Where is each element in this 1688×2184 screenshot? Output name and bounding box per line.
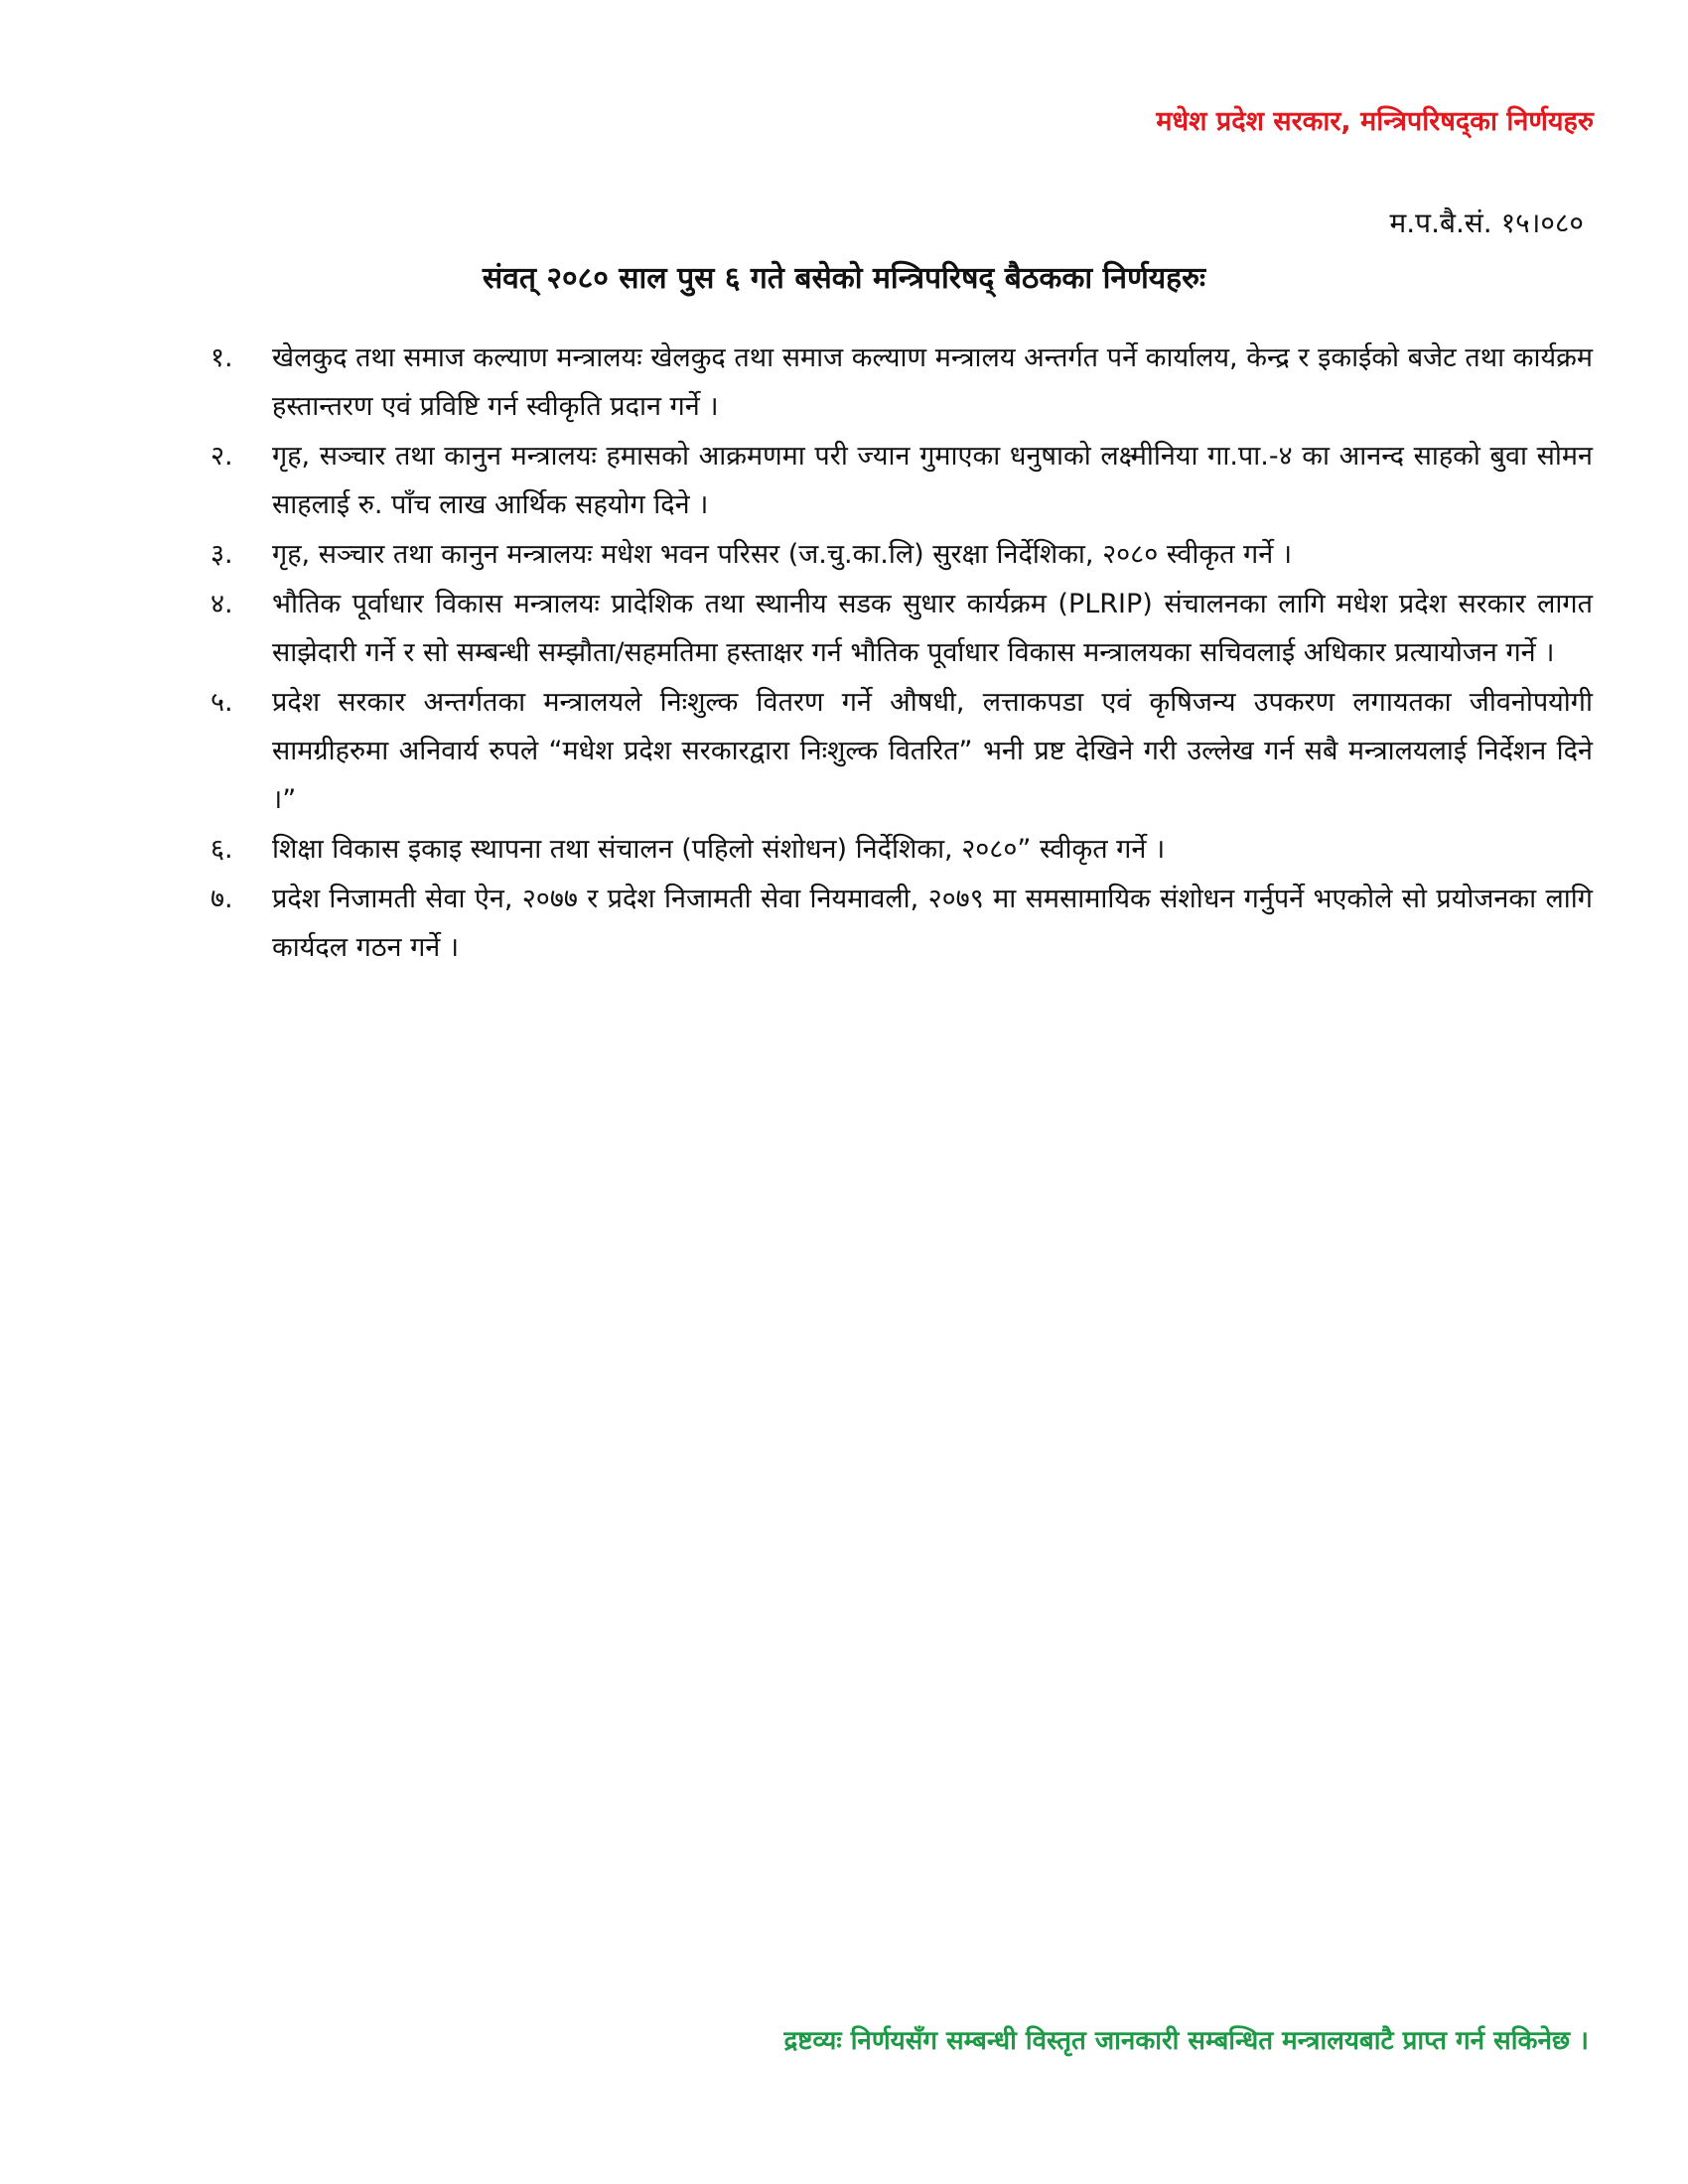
decision-number: २. [211,441,233,472]
decision-item [211,334,1593,431]
decision-number: ३. [211,539,233,570]
decision-item [211,678,1593,824]
decision-text: खेलकुद तथा समाज कल्याण मन्त्रालयः खेलकुद तथा समाज कल्याण मन्त्रालय अन्तर्गत पर्ने कार्यालय, केन्द्र र इकाईको बजेट तथा कार्यक्रम हस्तान्तरण एवं प्रविष्टि गर्न स्वीकृति प्रदान गर्ने । [272,342,1593,422]
decision-item [211,825,1593,874]
decision-number: ५. [211,687,233,718]
decision-number: ६. [211,834,233,865]
decision-number: ७. [211,884,233,914]
decision-text: भौतिक पूर्वाधार विकास मन्त्रालयः प्रादेशिक तथा स्थानीय सडक सुधार कार्यक्रम (PLRIP) संचालनका लागि मधेश प्रदेश सरकार लागत साझेदारी गर्ने र सो सम्बन्धी सम्झौता/सहमतिमा हस्ताक्षर गर्न भौतिक पूर्वाधार विकास मन्त्रालयका सचिवलाई अधिकार प्रत्यायोजन गर्ने । [272,589,1593,668]
decision-text: गृह, सञ्चार तथा कानुन मन्त्रालयः हमासको आक्रमणमा परी ज्यान गुमाएका धनुषाको लक्ष्मीनिया गा.पा.-४ का आनन्द साहको बुवा सोमन साहलाई रु. पाँच लाख आर्थिक सहयोग दिने । [272,441,1593,520]
decision-item [211,530,1593,579]
decision-item [211,875,1593,972]
decision-text: गृह, सञ्चार तथा कानुन मन्त्रालयः मधेश भवन परिसर (ज.चु.का.लि) सुरक्षा निर्देशिका, २०८० स्वीकृत गर्ने । [272,539,1293,570]
decision-text: प्रदेश सरकार अन्तर्गतका मन्त्रालयले निःशुल्क वितरण गर्ने औषधी, लत्ताकपडा एवं कृषिजन्य उपकरण लगायतका जीवनोपयोगी सामग्रीहरुमा अनिवार्य रुपले “मधेश प्रदेश सरकारद्वारा निःशुल्क वितरित” भनी प्रष्ट देखिने गरी उल्लेख गर्न सबै मन्त्रालयलाई निर्देशन दिने ।” [272,687,1593,815]
decision-number: ४. [211,589,233,619]
decision-item [211,580,1593,677]
meeting-reference-number: म.प.बै.सं. १५।०८० [1389,206,1584,239]
footer-note: द्रष्टव्यः निर्णयसँग सम्बन्धी विस्तृत जानकारी सम्बन्धित मन्त्रालयबाटै प्राप्त गर्न सकिनेछ । [783,2026,1589,2056]
page-title: संवत् २०८० साल पुस ६ गते बसेको मन्त्रिपरिषद् बैठकका निर्णयहरुः [482,261,1206,296]
document-header: मधेश प्रदेश सरकार, मन्त्रिपरिषद्का निर्णयहरु [1156,106,1594,137]
decision-list [211,334,1593,973]
decision-number: १. [211,342,233,373]
decision-item [211,432,1593,529]
decision-text: शिक्षा विकास इकाइ स्थापना तथा संचालन (पहिलो संशोधन) निर्देशिका, २०८०” स्वीकृत गर्ने । [272,834,1166,865]
decision-text: प्रदेश निजामती सेवा ऐन, २०७७ र प्रदेश निजामती सेवा नियमावली, २०७९ मा समसामायिक संशोधन गर्नुपर्ने भएकोले सो प्रयोजनका लागि कार्यदल गठन गर्ने । [272,884,1593,963]
